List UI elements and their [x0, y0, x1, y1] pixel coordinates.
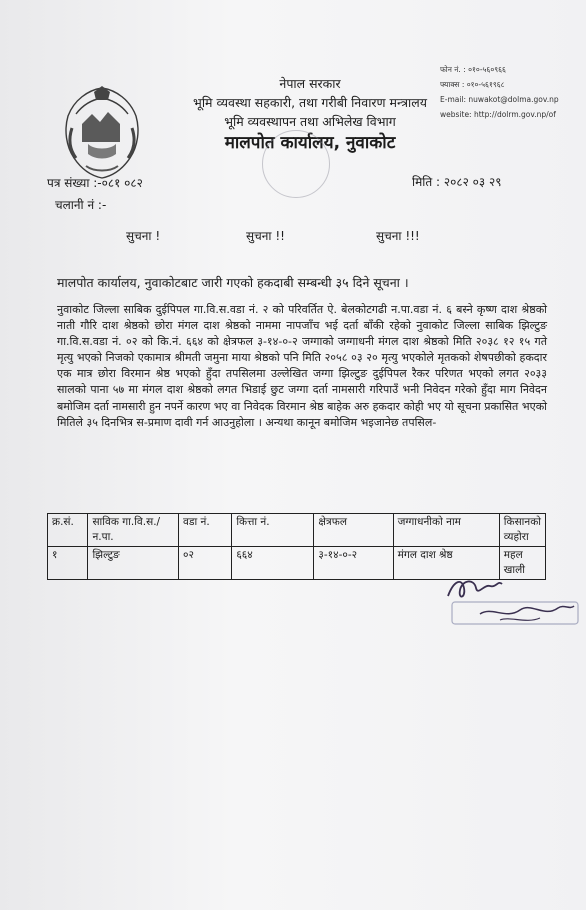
table-cell: झिल्टुङ: [88, 547, 179, 580]
government-name: नेपाल सरकार: [279, 76, 341, 91]
notice-body: नुवाकोट जिल्ला साबिक दुईपिपल गा.वि.स.वडा नं. २ को परिवर्तित ऐ. बेलकोटगढी न.पा.वडा नं. ६ बस्ने कृष्ण दाश श्रेष्ठको नाती गौरि दाश श्रेष्ठको छोरा मंगल दाश श्रेष्ठको नाममा नापजाँच भई दर्ता बाँकी रहेको नुवाकोट जिल्ला साबिक झिल्टुङ गा.वि.स.वडा नं. ०२ को कि.नं. ६६४ को क्षेत्रफल ३-१४-०-२ जग्गाको जग्गाधनी मंगल दाश श्रेष्ठको मिति २०३८ १२ १५ गते मृत्यु भएको निजको एकामात्र श्रीमती जमुना माया श्रेष्ठको पनि मिति २०५८ ०३ २० मृत्यु भएकोले मृतकको शेषपछीको हकदार एक मात्र छोरा विरमान श्रेष्ठ भएको हुँदा तपसिलमा उल्लेखित जग्गा झिल्टुङ दुईपिपल रैकर परिणत भएको लगत २०३३ सालको पाना ५७ मा मंगल दाश श्रेष्ठको लगत भिडाई छुट जग्गा दर्ता नामसारी गरिपाउँ भनी निवेदन गरेको हुँदा माग निवेदन बमोजिम दर्ता नामसारी हुन नपर्ने कारण भए वा निवेदक विरमान श्रेष्ठ बाहेक अरु हकदार कोही भए यो सूचना प्रकासित भएको मितिले ३५ दिनभित्र स-प्रमाण दावी गर्न आउनुहोला । अन्यथा कानून बमोजिम भइजानेछ तपसिल-: [57, 303, 547, 429]
table-cell: १: [48, 547, 88, 580]
table-cell: ३-१४-०-२: [314, 547, 393, 580]
column-header: वडा नं.: [179, 514, 232, 547]
notice-label-3: सुचना !!!: [376, 229, 420, 243]
column-header: जग्गाधनीको नाम: [393, 514, 499, 547]
column-header: साविक गा.वि.स./न.पा.: [88, 514, 179, 547]
column-header: किसानको व्यहोरा: [499, 514, 545, 547]
office-name: मालपोत कार्यालय, नुवाकोट: [224, 133, 396, 153]
column-header: कित्ता नं.: [232, 514, 314, 547]
contact-block: [440, 62, 559, 122]
email-address: E-mail: nuwakot@dolma.gov.np: [440, 95, 559, 104]
fax-number: फ्याक्स : ०१०-५६१९६८: [440, 80, 505, 89]
website-url: website: http://dolrm.gov.np/of: [440, 110, 556, 119]
dispatch-number: चलानी नं :-: [55, 198, 107, 212]
government-emblem-icon: [58, 84, 146, 180]
column-header: क्र.सं.: [48, 514, 88, 547]
letter-number: पत्र संख्या :-०८१ ०८२: [47, 176, 143, 190]
notice-label-1: सुचना !: [126, 229, 161, 243]
notice-label-2: सुचना !!: [246, 229, 285, 243]
table-cell: महल खाली: [499, 547, 545, 580]
phone-number: फोन नं. : ०१०-५६०९६६: [440, 65, 506, 74]
table-cell: ६६४: [232, 547, 314, 580]
ministry-name: भूमि व्यवस्था सहकारी, तथा गरीबी निवारण मन्त्रालय: [193, 95, 427, 110]
letter-date: मिति : २०८२ ०३ २९: [412, 175, 502, 189]
table-header-row: [48, 514, 546, 547]
column-header: क्षेत्रफल: [314, 514, 393, 547]
notice-subject: मालपोत कार्यालय, नुवाकोटबाट जारी गएको हकदाबी सम्बन्धी ३५ दिने सूचना ।: [57, 275, 409, 290]
signature-and-stamp-icon: [440, 570, 580, 630]
table-cell: ०२: [179, 547, 232, 580]
office-seal-icon: [262, 130, 330, 198]
department-name: भूमि व्यवस्थापन तथा अभिलेख विभाग: [224, 114, 396, 129]
table-cell: मंगल दाश श्रेष्ठ: [393, 547, 499, 580]
